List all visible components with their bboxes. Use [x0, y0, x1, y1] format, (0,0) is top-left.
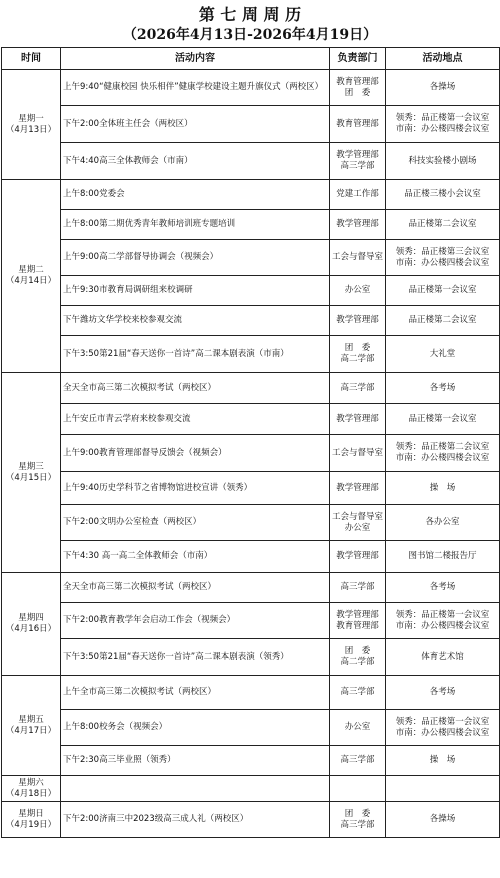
activity-cell: 上午9:40“健康校园 快乐相伴”健康学校建设主题升旗仪式（两校区） — [61, 70, 330, 106]
column-header-department: 负责部门 — [330, 48, 386, 70]
day-cell-monday — [2, 70, 61, 180]
activity-cell: 下午2:00文明办公室检查（两校区） — [61, 505, 330, 541]
column-header-location: 活动地点 — [386, 48, 500, 70]
day-name: 星期一 — [18, 113, 44, 124]
day-cell-saturday — [2, 776, 61, 802]
day-cell-thursday — [2, 573, 61, 676]
table-row — [2, 143, 500, 180]
activity-cell: 上午9:40历史学科节之省博物馆进校宣讲（领秀） — [61, 472, 330, 505]
department-cell: 教学管理部 — [330, 541, 386, 573]
activity-cell: 下午2:00教育教学年会启动工作会（视频会） — [61, 603, 330, 639]
activity-cell: 上午8:00党委会 — [61, 180, 330, 210]
activity-cell: 上午安丘市青云学府来校参观交流 — [61, 404, 330, 435]
day-name: 星期日 — [18, 808, 44, 819]
day-name: 星期二 — [18, 265, 44, 275]
day-name: 星期五 — [18, 714, 44, 725]
location-cell: 各考场 — [386, 373, 500, 404]
day-name: 星期六 — [18, 777, 44, 788]
location-cell: 领秀：品正楼第一会议室 市南：办公楼四楼会议室 — [386, 710, 500, 746]
table-row — [2, 70, 500, 106]
column-header-time: 时间 — [2, 48, 61, 70]
department-cell: 高三学部 — [330, 676, 386, 710]
location-cell: 各办公室 — [386, 505, 500, 541]
table-row — [2, 106, 500, 143]
location-cell: 领秀：品正楼第一会议室 市南：办公楼四楼会议室 — [386, 603, 500, 639]
location-cell: 各操场 — [386, 70, 500, 106]
location-cell: 图书馆二楼报告厅 — [386, 541, 500, 573]
department-cell: 教学管理部 高三学部 — [330, 143, 386, 180]
department-cell: 团 委 高二学部 — [330, 639, 386, 676]
day-date: （4月17日） — [5, 725, 57, 736]
activity-cell: 全天全市高三第二次模拟考试（两校区） — [61, 573, 330, 603]
location-cell: 领秀：品正楼第二会议室 市南：办公楼四楼会议室 — [386, 435, 500, 472]
day-date: （4月15日） — [5, 472, 57, 483]
location-cell: 各操场 — [386, 802, 500, 838]
department-cell: 高三学部 — [330, 573, 386, 603]
location-cell: 科技实验楼小剧场 — [386, 143, 500, 180]
location-cell: 各考场 — [386, 573, 500, 603]
table-row — [2, 240, 500, 276]
day-cell-sunday — [2, 802, 61, 838]
location-cell: 品正楼第二会议室 — [386, 306, 500, 336]
day-date: （4月14日） — [5, 276, 57, 286]
location-cell: 品正楼三楼小会议室 — [386, 180, 500, 210]
table-row — [2, 603, 500, 639]
table-row — [2, 373, 500, 404]
department-cell — [330, 776, 386, 802]
activity-cell: 上午8:00校务会（视频会） — [61, 710, 330, 746]
location-cell: 品正楼第一会议室 — [386, 276, 500, 306]
department-cell: 工会与督导室 — [330, 240, 386, 276]
location-cell: 领秀：品正楼第一会议室 市南：办公楼四楼会议室 — [386, 106, 500, 143]
department-cell: 团 委 高三学部 — [330, 802, 386, 838]
day-date: （4月19日） — [5, 819, 57, 830]
department-cell: 办公室 — [330, 276, 386, 306]
table-row — [2, 210, 500, 240]
day-name: 星期四 — [18, 613, 44, 623]
activity-cell: 上午8:00第二期优秀青年教师培训班专题培训 — [61, 210, 330, 240]
activity-cell: 下午4:30 高一高二全体教师会（市南） — [61, 541, 330, 573]
activity-cell: 下午3:50第21届“春天送你一首诗”高二课本剧表演（领秀） — [61, 639, 330, 676]
table-row — [2, 639, 500, 676]
department-cell: 教学管理部 — [330, 210, 386, 240]
table-row — [2, 435, 500, 472]
day-name: 星期三 — [18, 461, 44, 472]
table-row — [2, 404, 500, 435]
table-row — [2, 472, 500, 505]
table-row — [2, 802, 500, 838]
day-cell-friday — [2, 676, 61, 776]
table-row — [2, 276, 500, 306]
location-cell: 操 场 — [386, 472, 500, 505]
activity-cell — [61, 776, 330, 802]
department-cell: 教育管理部 — [330, 106, 386, 143]
activity-cell: 上午9:30市教育局调研组来校调研 — [61, 276, 330, 306]
location-cell: 品正楼第一会议室 — [386, 404, 500, 435]
activity-cell: 下午2:00全体班主任会（两校区） — [61, 106, 330, 143]
table-row — [2, 336, 500, 373]
department-cell: 工会与督导室 办公室 — [330, 505, 386, 541]
department-cell: 工会与督导室 — [330, 435, 386, 472]
location-cell — [386, 776, 500, 802]
day-date: （4月16日） — [5, 624, 57, 634]
table-row — [2, 710, 500, 746]
activity-cell: 上午9:00高二学部督导协调会（视频会） — [61, 240, 330, 276]
activity-cell: 上午全市高三第二次模拟考试（两校区） — [61, 676, 330, 710]
activity-cell: 全天全市高三第二次模拟考试（两校区） — [61, 373, 330, 404]
department-cell: 教学管理部 教育管理部 — [330, 603, 386, 639]
table-row — [2, 746, 500, 776]
day-date: （4月18日） — [5, 788, 57, 799]
activity-cell: 下午潍坊文华学校来校参观交流 — [61, 306, 330, 336]
department-cell: 教学管理部 — [330, 472, 386, 505]
table-row — [2, 573, 500, 603]
schedule-table — [1, 47, 500, 838]
column-header-activity: 活动内容 — [61, 48, 330, 70]
table-row — [2, 306, 500, 336]
day-cell-wednesday — [2, 373, 61, 573]
table-row — [2, 180, 500, 210]
day-cell-tuesday — [2, 180, 61, 373]
department-cell: 团 委 高二学部 — [330, 336, 386, 373]
table-row — [2, 776, 500, 802]
table-row — [2, 541, 500, 573]
location-cell: 各考场 — [386, 676, 500, 710]
department-cell: 高三学部 — [330, 373, 386, 404]
department-cell: 教学管理部 — [330, 404, 386, 435]
page-subtitle: （2026年4月13日-2026年4月19日） — [122, 27, 378, 43]
department-cell: 教学管理部 — [330, 306, 386, 336]
table-row — [2, 505, 500, 541]
activity-cell: 下午3:50第21届“春天送你一首诗”高二课本剧表演（市南） — [61, 336, 330, 373]
department-cell: 教育管理部 团 委 — [330, 70, 386, 106]
activity-cell: 上午9:00教育管理部督导反馈会（视频会） — [61, 435, 330, 472]
page-title: 第 七 周 周 历 — [198, 5, 302, 24]
activity-cell: 下午4:40高三全体教师会（市南） — [61, 143, 330, 180]
department-cell: 党建工作部 — [330, 180, 386, 210]
department-cell: 办公室 — [330, 710, 386, 746]
location-cell: 操 场 — [386, 746, 500, 776]
location-cell: 品正楼第二会议室 — [386, 210, 500, 240]
location-cell: 领秀：品正楼第三会议室 市南：办公楼四楼会议室 — [386, 240, 500, 276]
table-header-row — [2, 48, 500, 70]
location-cell: 大礼堂 — [386, 336, 500, 373]
activity-cell: 下午2:30高三毕业照（领秀） — [61, 746, 330, 776]
day-date: （4月13日） — [5, 124, 57, 135]
activity-cell: 下午2:00济南三中2023级高三成人礼（两校区） — [61, 802, 330, 838]
location-cell: 体育艺术馆 — [386, 639, 500, 676]
table-row — [2, 676, 500, 710]
department-cell: 高三学部 — [330, 746, 386, 776]
